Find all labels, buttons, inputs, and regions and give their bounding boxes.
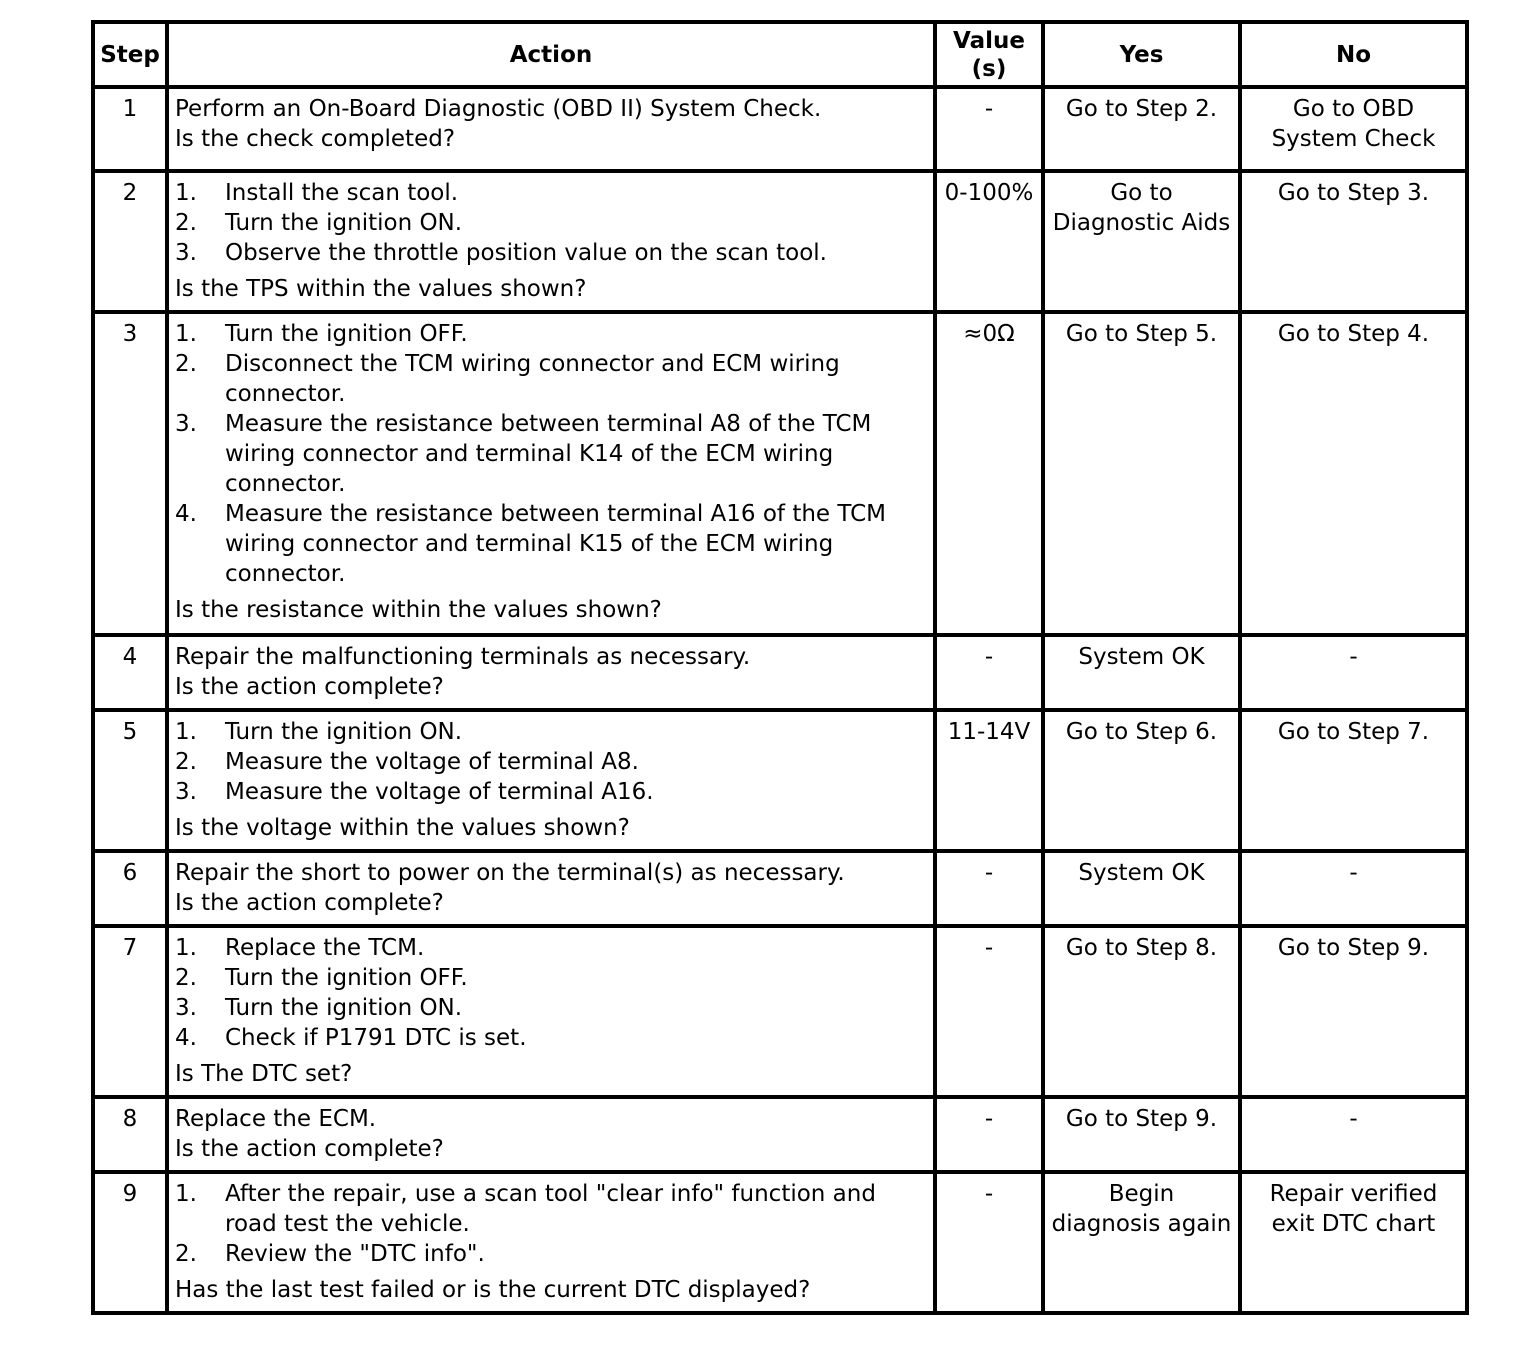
action-steps-list [175,319,927,589]
table-body [93,87,1467,1313]
action-step-item [175,319,927,349]
action-step-number: 2. [175,351,197,377]
action-step-number: 3. [175,995,197,1021]
table-row [93,710,1467,851]
header-yes: Yes [1043,22,1240,87]
action-cell [167,1172,935,1313]
action-step-text: Review the "DTC info". [225,1241,485,1267]
action-step-number: 2. [175,1241,197,1267]
action-line: Is the action complete? [175,890,444,916]
action-line: Repair the short to power on the terminal(s) as necessary. [175,860,845,886]
action-step-item [175,717,927,747]
action-step-text: Measure the voltage of terminal A16. [225,779,654,805]
action-cell [167,312,935,635]
header-no: No [1240,22,1467,87]
header-value: Value (s) [935,22,1043,87]
yes-cell: Go to Step 2. [1043,87,1240,171]
step-number: 7 [93,926,167,1097]
action-step-number: 3. [175,779,197,805]
value-cell: - [935,1172,1043,1313]
action-step-item [175,1239,927,1269]
action-step-item [175,178,927,208]
action-step-item [175,777,927,807]
action-cell [167,171,935,312]
action-steps-list [175,933,927,1053]
no-cell: - [1240,1097,1467,1172]
action-step-text: Install the scan tool. [225,180,459,206]
action-steps-list [175,178,927,268]
action-step-number: 2. [175,965,197,991]
step-number: 9 [93,1172,167,1313]
value-cell: 0-100% [935,171,1043,312]
action-step-item [175,963,927,993]
action-step-number: 1. [175,719,197,745]
no-cell: Go to Step 7. [1240,710,1467,851]
action-cell [167,710,935,851]
yes-cell: Go to Diagnostic Aids [1043,171,1240,312]
table-row [93,635,1467,710]
step-number: 4 [93,635,167,710]
action-step-item [175,409,927,499]
diagnostic-table [91,20,1469,1315]
action-step-number: 1. [175,935,197,961]
action-line: Perform an On-Board Diagnostic (OBD II) System Check. [175,96,822,122]
action-step-text: Measure the resistance between terminal A8 of the TCM wiring connector and terminal K14 of the ECM wiring connector. [225,411,872,497]
step-number: 1 [93,87,167,171]
value-cell: - [935,635,1043,710]
action-step-number: 3. [175,240,197,266]
step-number: 8 [93,1097,167,1172]
table-row [93,926,1467,1097]
action-step-number: 4. [175,501,197,527]
action-line: Is the check completed? [175,126,456,152]
no-cell: - [1240,635,1467,710]
action-step-item [175,993,927,1023]
action-step-text: Measure the voltage of terminal A8. [225,749,639,775]
header-step: Step [93,22,167,87]
value-cell: - [935,926,1043,1097]
table-header-row [93,22,1467,87]
action-step-number: 2. [175,749,197,775]
step-number: 5 [93,710,167,851]
action-step-number: 1. [175,180,197,206]
action-step-text: After the repair, use a scan tool "clear info" function and road test the vehicle. [225,1181,876,1237]
step-number: 3 [93,312,167,635]
action-step-item [175,933,927,963]
yes-cell: Go to Step 6. [1043,710,1240,851]
yes-cell: Begin diagnosis again [1043,1172,1240,1313]
table-row [93,1172,1467,1313]
value-cell: ≈0Ω [935,312,1043,635]
step-number: 6 [93,851,167,926]
action-line: Repair the malfunctioning terminals as necessary. [175,644,751,670]
yes-cell: Go to Step 8. [1043,926,1240,1097]
action-step-number: 1. [175,1181,197,1207]
action-step-item [175,1179,927,1239]
action-cell [167,87,935,171]
value-cell: 11-14V [935,710,1043,851]
action-line: Replace the ECM. [175,1106,377,1132]
action-steps-list [175,1179,927,1269]
action-question: Is the voltage within the values shown? [175,815,630,841]
header-action: Action [167,22,935,87]
action-step-text: Disconnect the TCM wiring connector and ECM wiring connector. [225,351,840,407]
no-cell: Go to OBD System Check [1240,87,1467,171]
action-question: Is The DTC set? [175,1061,353,1087]
no-cell: Go to Step 4. [1240,312,1467,635]
yes-cell: Go to Step 5. [1043,312,1240,635]
table-row [93,312,1467,635]
action-step-text: Turn the ignition OFF. [225,321,468,347]
action-cell [167,1097,935,1172]
action-step-item [175,747,927,777]
action-step-item [175,499,927,589]
table-row [93,171,1467,312]
action-step-text: Observe the throttle position value on the scan tool. [225,240,827,266]
yes-cell: System OK [1043,851,1240,926]
action-step-item [175,238,927,268]
action-step-item [175,1023,927,1053]
action-step-text: Check if P1791 DTC is set. [225,1025,527,1051]
action-question: Is the TPS within the values shown? [175,276,587,302]
action-step-number: 2. [175,210,197,236]
action-step-item [175,208,927,238]
no-cell: Go to Step 9. [1240,926,1467,1097]
action-step-number: 4. [175,1025,197,1051]
action-step-text: Turn the ignition ON. [225,719,463,745]
value-cell: - [935,87,1043,171]
action-cell [167,851,935,926]
yes-cell: System OK [1043,635,1240,710]
action-step-text: Replace the TCM. [225,935,425,961]
action-steps-list [175,717,927,807]
action-cell [167,926,935,1097]
no-cell: Repair verified exit DTC chart [1240,1172,1467,1313]
action-line: Is the action complete? [175,1136,444,1162]
action-step-text: Turn the ignition OFF. [225,965,468,991]
action-step-number: 3. [175,411,197,437]
no-cell: Go to Step 3. [1240,171,1467,312]
action-line: Is the action complete? [175,674,444,700]
value-cell: - [935,851,1043,926]
yes-cell: Go to Step 9. [1043,1097,1240,1172]
action-cell [167,635,935,710]
action-question: Has the last test failed or is the current DTC displayed? [175,1277,811,1303]
table-row [93,1097,1467,1172]
action-step-number: 1. [175,321,197,347]
step-number: 2 [93,171,167,312]
action-step-text: Measure the resistance between terminal A16 of the TCM wiring connector and terminal K15 of the ECM wiring connector. [225,501,886,587]
table-row [93,87,1467,171]
action-step-item [175,349,927,409]
action-question: Is the resistance within the values shown? [175,597,662,623]
action-step-text: Turn the ignition ON. [225,210,463,236]
no-cell: - [1240,851,1467,926]
table-row [93,851,1467,926]
value-cell: - [935,1097,1043,1172]
action-step-text: Turn the ignition ON. [225,995,463,1021]
